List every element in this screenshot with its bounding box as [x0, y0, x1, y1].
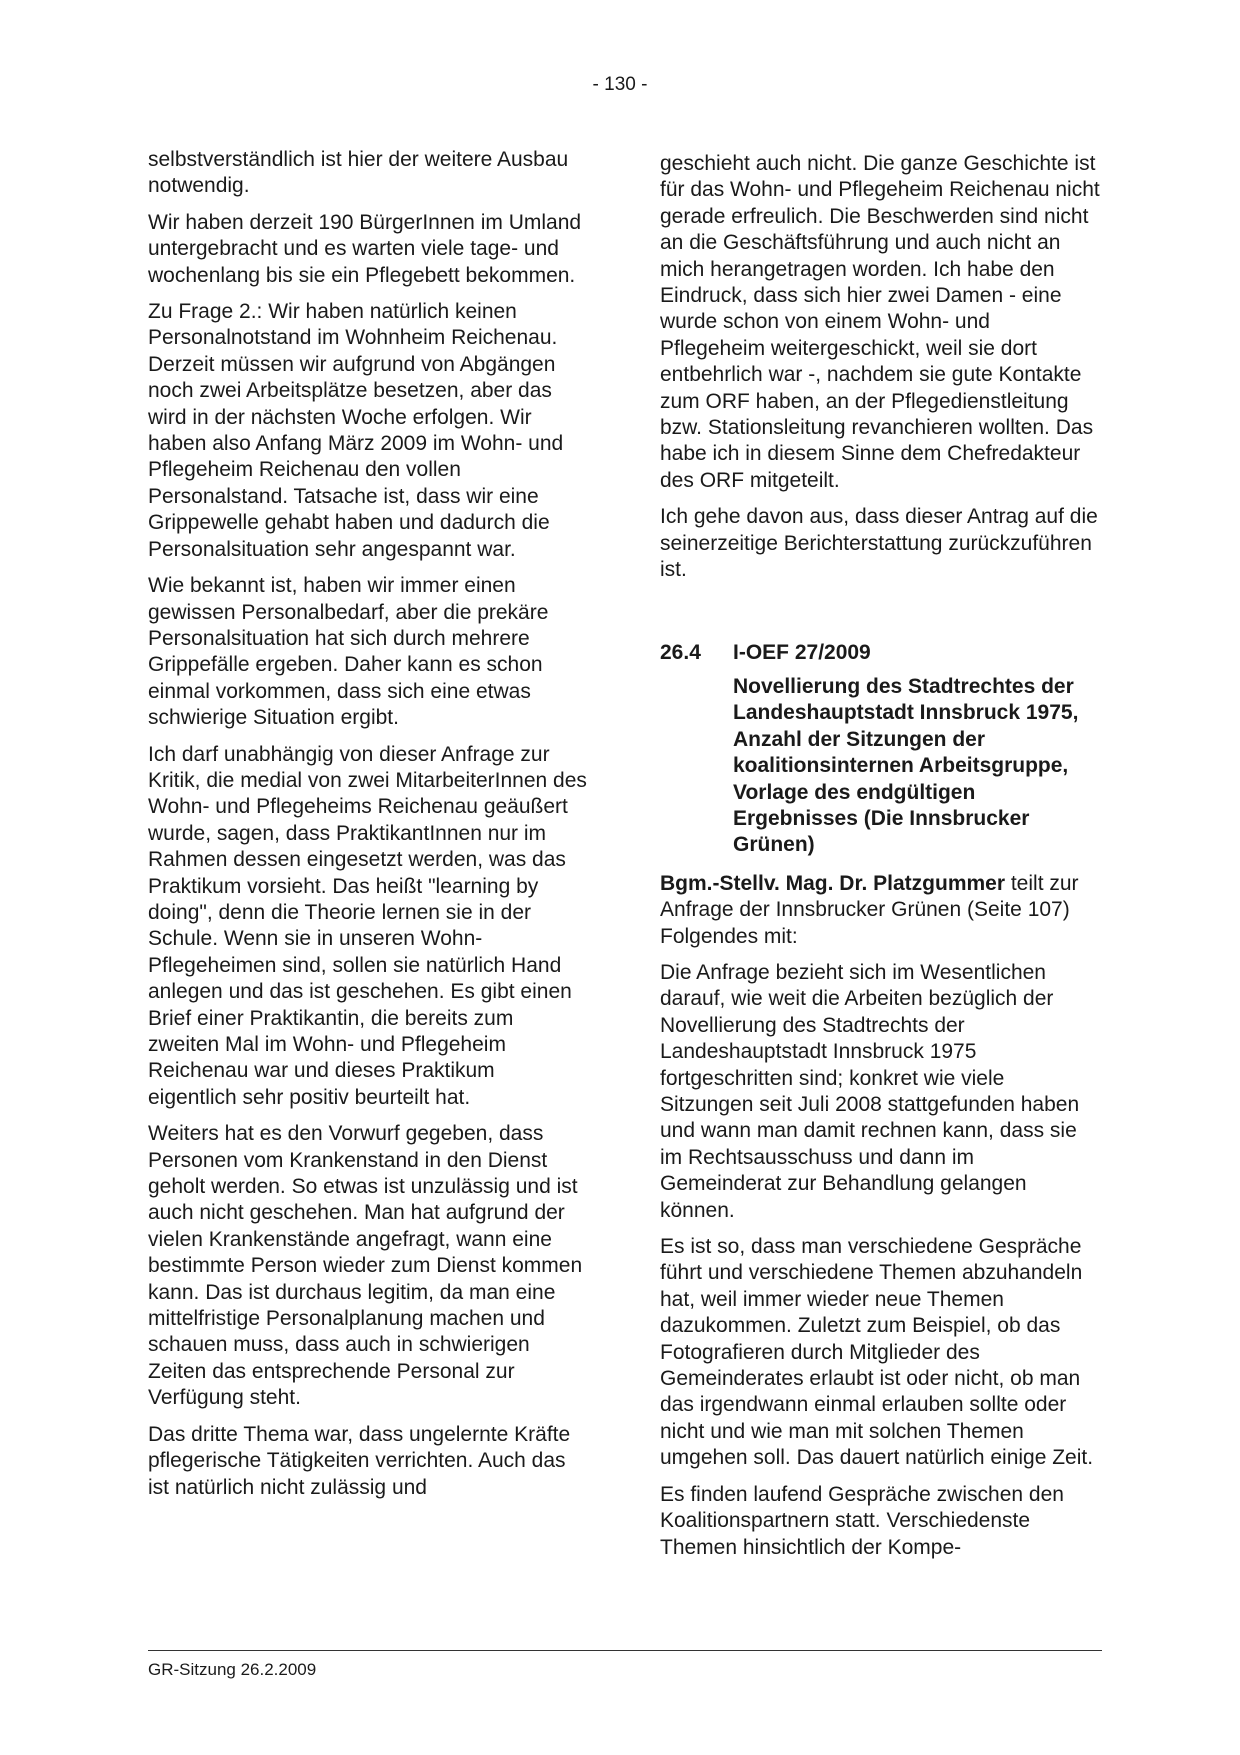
paragraph: selbstverständlich ist hier der weitere Ausbau notwendig. — [148, 148, 569, 198]
paragraph: Es ist so, dass man verschiedene Gespräche führt und verschiedene Themen abzuhandeln hat, weil immer wieder neue Themen dazukommen. Zuletzt zum Beispiel, ob das Fotografieren durch Mitglieder des Gemeinderates erlaubt ist oder nicht, ob man das irgendwann einmal erlauben sollte oder nicht und wie man mit solchen Themen umgehen soll. Das dauert natürlich einige Zeit. — [660, 1235, 1094, 1470]
left-column — [148, 147, 588, 1511]
paragraph: Es finden laufend Gespräche zwischen den Koalitionspartnern statt. Verschiedenste Themen hinsichtlich der Kompe- — [660, 1482, 1064, 1559]
page-number: - 130 - — [592, 74, 648, 95]
right-column — [660, 147, 1100, 1571]
footer-divider — [148, 1650, 1102, 1651]
speaker-name: Bgm.-Stellv. Mag. Dr. Platzgummer — [660, 871, 1006, 895]
section-heading — [660, 640, 1100, 666]
paragraph: Ich darf unabhängig von dieser Anfrage zur Kritik, die medial von zwei MitarbeiterInnen des Wohn- und Pflegeheims Reichenau geäußert wurde, sagen, dass PraktikantInnen nur im Rahmen dessen eingesetzt werden, was das Praktikum vorsieht. Das heißt "learning by doing", denn die Theorie lernen sie in der Schule. Wenn sie in unseren Wohn- Pflegeheimen sind, sollen sie natürlich Hand anlegen und das ist geschehen. Es gibt einen Brief einer Praktikantin, die bereits zum zweiten Mal im Wohn- und Pflegeheim Reichenau war und dieses Praktikum eigentlich sehr positiv beurteilt hat. — [148, 742, 587, 1109]
paragraph: geschieht auch nicht. Die ganze Geschichte ist für das Wohn- und Pflegeheim Reichenau nicht gerade erfreulich. Die Beschwerden sind nicht an die Geschäftsführung und auch nicht an mich herangetragen worden. Ich habe den Eindruck, dass sich hier zwei Damen - eine wurde schon von einem Wohn- und Pflegeheim weitergeschickt, weil sie dort entbehrlich war -, nachdem sie gute Kontakte zum ORF haben, an der Pflegedienstleitung bzw. Stationsleitung revanchieren wollten. Das habe ich in diesem Sinne dem Chefredakteur des ORF mitgeteilt. — [660, 152, 1100, 492]
section-code: I-OEF 27/2009 — [733, 640, 871, 664]
speaker-text: teilt zur Anfrage der Innsbrucker Grünen (Seite 107) Folgendes mit: — [660, 871, 1079, 948]
paragraph: Wir haben derzeit 190 BürgerInnen im Umland untergebracht und es warten viele tage- und wochenlang bis sie ein Pflegebett bekommen. — [148, 210, 582, 287]
paragraph: Zu Frage 2.: Wir haben natürlich keinen Personalnotstand im Wohnheim Reichenau. Derzeit müssen wir aufgrund von Abgängen noch zwei Arbeitsplätze besetzen, aber das wird in der nächsten Woche erfolgen. Wir haben also Anfang März 2009 im Wohn- und Pflegeheim Reichenau den vollen Personalstand. Tatsache ist, dass wir eine Grippewelle gehabt haben und dadurch die Personalsituation sehr angespannt war. — [148, 300, 564, 561]
footer-text: GR-Sitzung 26.2.2009 — [148, 1660, 317, 1679]
paragraph: Ich gehe davon aus, dass dieser Antrag auf die seinerzeitige Berichterstattung zurückzuführen ist. — [660, 505, 1098, 582]
section-subject: Novellierung des Stadtrechtes der Landeshauptstadt Innsbruck 1975, Anzahl der Sitzungen der koalitionsinternen Arbeitsgruppe, Vorlage des endgültigen Ergebnisses (Die Innsbrucker Grünen) — [733, 674, 1079, 857]
paragraph: Das dritte Thema war, dass ungelernte Kräfte pflegerische Tätigkeiten verrichten. Auch das ist natürlich nicht zulässig und — [148, 1422, 571, 1499]
speaker-paragraph — [660, 871, 1100, 950]
paragraph: Die Anfrage bezieht sich im Wesentlichen darauf, wie weit die Arbeiten bezüglich der Novellierung des Stadtrechts der Landeshauptstadt Innsbruck 1975 fortgeschritten sind; konkret wie viele Sitzungen seit Juli 2008 stattgefunden haben und wann man damit rechnen kann, dass sie im Rechtsausschuss und dann im Gemeinderat zur Behandlung gelangen können. — [660, 960, 1080, 1222]
section-number: 26.4 — [660, 640, 701, 664]
paragraph: Weiters hat es den Vorwurf gegeben, dass Personen vom Krankenstand in den Dienst geholt werden. So etwas ist unzulässig und ist auch nicht geschehen. Man hat aufgrund der vielen Krankenstände angefragt, wann eine bestimmte Person wieder zum Dienst kommen kann. Das ist durchaus legitim, da man eine mittelfristige Personalplanung machen und schauen muss, dass auch in schwierigen Zeiten das entsprechende Personal zur Verfügung steht. — [148, 1122, 583, 1410]
paragraph: Wie bekannt ist, haben wir immer einen gewissen Personalbedarf, aber die prekäre Personalsituation hat sich durch mehrere Grippefälle ergeben. Daher kann es schon einmal vorkommen, dass sich eine etwas schwierige Situation ergibt. — [148, 574, 549, 730]
